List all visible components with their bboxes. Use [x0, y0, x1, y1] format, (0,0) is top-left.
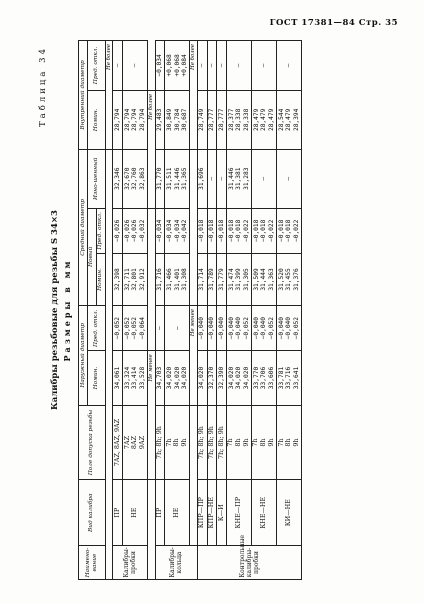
- value-line: −0,052: [292, 317, 300, 340]
- in-nom-cell: [197, 90, 207, 149]
- value-line: +0,068: [173, 54, 181, 77]
- value-line: 32,801: [131, 268, 139, 291]
- worn-cell: [165, 149, 190, 208]
- value-line: 33,716: [285, 366, 293, 390]
- value-line: −0,040: [217, 317, 225, 340]
- value-line: −0,040: [252, 317, 260, 340]
- value-line: −0,018: [235, 219, 243, 242]
- tolerance-field: [207, 405, 217, 480]
- value-line: +0,084: [181, 54, 189, 77]
- header-outer-nominal: Номин.: [87, 351, 105, 405]
- in-dev-cell: [155, 41, 165, 91]
- worn-cell: [197, 149, 207, 208]
- value-line: 28,544: [277, 108, 285, 132]
- table-row: [197, 41, 207, 580]
- value-line: —: [173, 326, 181, 331]
- table-body: [105, 41, 301, 580]
- out-dev-cell: [277, 306, 302, 351]
- mid-nom-cell: [277, 253, 302, 305]
- header-inner-deviation: Пред. откл.: [87, 41, 105, 91]
- value-line: −0,018: [285, 219, 293, 242]
- value-line: 31,770: [156, 167, 164, 190]
- note-not-more: Не более: [148, 90, 155, 208]
- value-line: 30,784: [173, 108, 181, 132]
- value-line: 28,479: [252, 108, 260, 132]
- value-line: 31,779: [217, 268, 225, 291]
- value-line: 33,414: [131, 366, 139, 390]
- value-line: 31,444: [260, 268, 268, 291]
- page-header: ГОСТ 17381—84 Стр. 35: [269, 18, 398, 28]
- group-label: Калибры-кольца: [155, 546, 197, 580]
- value-line: 32,346: [113, 167, 121, 190]
- header-outer-diameter: Наружный диаметр: [79, 306, 88, 406]
- value-line: −0,040: [285, 317, 293, 340]
- table-title: Калибры резьбовые для резьбы S 34×3: [50, 210, 60, 410]
- value-line: 32,370: [208, 366, 216, 390]
- header-middle-diameter: Средний диаметр: [79, 149, 88, 305]
- mid-nom-cell: [207, 253, 217, 305]
- out-dev-cell: [251, 306, 276, 351]
- value-line: 9h: [291, 438, 300, 447]
- value-line: 31,376: [292, 268, 300, 291]
- header-middle-nominal: Номин.: [96, 253, 105, 305]
- value-line: 33,641: [292, 366, 300, 390]
- value-line: 28,479: [267, 108, 275, 132]
- value-line: 8h: [284, 438, 293, 447]
- value-line: −0,052: [267, 317, 275, 340]
- table-row: [217, 41, 227, 580]
- mid-dev-cell: [226, 208, 251, 253]
- value-line: 8h: [259, 438, 268, 447]
- worn-cell: [207, 149, 217, 208]
- tolerance-field: [113, 405, 123, 480]
- value-line: 31,283: [242, 167, 250, 190]
- value-line: −0,052: [242, 317, 250, 340]
- mid-dev-cell: [123, 208, 148, 253]
- in-nom-cell: [277, 90, 302, 149]
- value-line: 33,770: [252, 366, 260, 390]
- value-line: 9h: [180, 438, 189, 447]
- value-line: 31,308: [181, 268, 189, 291]
- tolerance-field: [217, 405, 227, 480]
- out-dev-cell: [217, 306, 227, 351]
- value-line: 34,020: [235, 366, 243, 390]
- value-line: 28,794: [138, 108, 146, 132]
- value-line: 33,528: [138, 366, 146, 390]
- value-line: 34,020: [198, 366, 206, 390]
- note-spacer: [190, 149, 197, 305]
- in-nom-cell: [217, 90, 227, 149]
- value-line: 31,446: [173, 167, 181, 190]
- group-label: Контрольные калибры-пробки: [197, 546, 301, 580]
- value-line: 34,020: [227, 366, 235, 390]
- value-line: 31,365: [181, 167, 189, 190]
- value-line: 31,520: [277, 268, 285, 291]
- value-line: −0,040: [227, 317, 235, 340]
- value-line: 7h; 8h; 9h: [216, 426, 225, 459]
- mid-dev-cell: [207, 208, 217, 253]
- tolerance-field: [251, 405, 276, 480]
- header-name: Наимено-вание: [79, 546, 106, 580]
- in-nom-cell: [226, 90, 251, 149]
- header-outer-deviation: Пред. откл.: [87, 306, 105, 351]
- in-dev-cell: [226, 41, 251, 91]
- value-line: 8h: [172, 438, 181, 447]
- in-dev-cell: [165, 41, 190, 91]
- value-line: 34,061: [113, 366, 121, 390]
- value-line: 31,716: [156, 268, 164, 291]
- value-line: −0,052: [123, 317, 131, 340]
- value-line: −0,040: [235, 317, 243, 340]
- value-line: 31,363: [267, 268, 275, 291]
- table-subtitle: Размеры в мм: [62, 258, 72, 362]
- value-line: −0,022: [267, 219, 275, 242]
- gauge-kind: К—И: [217, 480, 227, 546]
- in-nom-cell: [155, 90, 165, 149]
- gauge-kind: КИ—НЕ: [277, 480, 302, 546]
- value-line: —: [217, 176, 225, 181]
- out-dev-cell: [155, 306, 165, 351]
- value-line: 31,714: [198, 268, 206, 291]
- in-nom-cell: [251, 90, 276, 149]
- value-line: 30,687: [181, 108, 189, 132]
- value-line: 9AZ: [137, 435, 146, 450]
- value-line: 34,703: [156, 366, 164, 390]
- value-line: −0,064: [138, 317, 146, 340]
- value-line: −0,018: [252, 219, 260, 242]
- value-line: 28,338: [242, 108, 250, 132]
- mid-nom-cell: [155, 253, 165, 305]
- header-middle-deviation: Пред. откл.: [96, 208, 105, 253]
- gauge-kind: КПР—ПР: [197, 480, 207, 546]
- in-dev-cell: [207, 41, 217, 91]
- out-nom-cell: [251, 351, 276, 405]
- table-row: [165, 41, 190, 580]
- value-line: −0,018: [227, 219, 235, 242]
- value-line: 28,479: [285, 108, 293, 132]
- mid-dev-cell: [197, 208, 207, 253]
- in-dev-cell: [251, 41, 276, 91]
- value-line: 28,479: [260, 108, 268, 132]
- value-line: 31,401: [173, 268, 181, 291]
- value-line: —: [260, 63, 268, 68]
- table-row: [113, 41, 123, 580]
- value-line: 29,483: [156, 108, 164, 132]
- value-line: 33,606: [267, 366, 275, 390]
- in-dev-cell: [123, 41, 148, 91]
- in-dev-cell: [113, 41, 123, 91]
- gauge-kind: КНЕ—ПР: [226, 480, 251, 546]
- gauge-kind: НЕ: [165, 480, 190, 546]
- value-line: 28,377: [227, 108, 235, 132]
- out-dev-cell: [226, 306, 251, 351]
- value-line: 7h: [226, 438, 235, 447]
- value-line: 28,749: [198, 108, 206, 132]
- value-line: −0,018: [260, 219, 268, 242]
- value-line: 31,455: [285, 268, 293, 291]
- value-line: —: [131, 63, 139, 68]
- value-line: —: [208, 63, 216, 68]
- value-line: 28,794: [123, 108, 131, 132]
- mid-dev-cell: [165, 208, 190, 253]
- value-line: 7h: [251, 438, 260, 447]
- tolerance-field: [123, 405, 148, 480]
- note-row: [148, 41, 155, 580]
- tolerance-field: [155, 405, 165, 480]
- out-dev-cell: [165, 306, 190, 351]
- value-line: 7AZ: [122, 435, 131, 450]
- value-line: −0,042: [181, 219, 189, 242]
- value-line: —: [198, 63, 206, 68]
- value-line: −0,052: [113, 317, 121, 340]
- out-nom-cell: [277, 351, 302, 405]
- value-line: −0,022: [292, 219, 300, 242]
- header-tolerance: Поле допуска резьбы: [79, 405, 106, 480]
- value-line: —: [285, 176, 293, 181]
- value-line: —: [260, 176, 268, 181]
- value-line: —: [217, 63, 225, 68]
- value-line: —: [208, 176, 216, 181]
- value-line: 28,794: [113, 108, 121, 132]
- value-line: 7h: [164, 438, 173, 447]
- value-line: —: [156, 326, 164, 331]
- value-line: −0,052: [131, 317, 139, 340]
- tolerance-field: [197, 405, 207, 480]
- out-nom-cell: [197, 351, 207, 405]
- value-line: −0,018: [208, 219, 216, 242]
- header-kind: Вид калибра: [79, 480, 106, 546]
- table-number: Таблица 34: [38, 46, 48, 127]
- gauge-kind: КПР—НЕ: [207, 480, 217, 546]
- value-line: −0,032: [138, 219, 146, 242]
- value-line: −0,018: [217, 219, 225, 242]
- value-line: 31,511: [166, 167, 174, 190]
- tolerance-field: [277, 405, 302, 480]
- table-row: [251, 41, 276, 580]
- out-nom-cell: [113, 351, 123, 405]
- value-line: 32,863: [138, 167, 146, 190]
- value-line: −0,026: [113, 219, 121, 242]
- value-line: 33,324: [123, 366, 131, 390]
- value-line: −0,040: [277, 317, 285, 340]
- out-nom-cell: [123, 351, 148, 405]
- mid-dev-cell: [277, 208, 302, 253]
- in-nom-cell: [165, 90, 190, 149]
- out-nom-cell: [226, 351, 251, 405]
- value-line: 31,446: [227, 167, 235, 190]
- value-line: −0,034: [173, 219, 181, 242]
- value-line: 32,670: [123, 167, 131, 190]
- value-line: 28,777: [217, 108, 225, 132]
- worn-cell: [155, 149, 165, 208]
- mid-nom-cell: [226, 253, 251, 305]
- mid-nom-cell: [217, 253, 227, 305]
- worn-cell: [251, 149, 276, 208]
- table-row: [123, 41, 148, 580]
- in-dev-cell: [197, 41, 207, 91]
- mid-nom-cell: [113, 253, 123, 305]
- header-worn: Изно-шенный: [87, 149, 105, 208]
- out-nom-cell: [207, 351, 217, 405]
- worn-cell: [113, 149, 123, 208]
- value-line: 32,711: [123, 268, 131, 291]
- value-line: 31,789: [208, 268, 216, 291]
- gauge-kind: НЕ: [123, 480, 148, 546]
- gauge-kind: ПР: [113, 480, 123, 546]
- value-line: 9h: [241, 438, 250, 447]
- value-line: 28,794: [131, 108, 139, 132]
- note-spacer: [190, 405, 197, 545]
- value-line: 28,338: [235, 108, 243, 132]
- value-line: 28,777: [208, 108, 216, 132]
- note-not-more: Не более: [105, 41, 112, 150]
- gauge-kind: КНЕ—НЕ: [251, 480, 276, 546]
- value-line: 7h; 8h; 9h: [207, 426, 215, 459]
- tolerance-field: [165, 405, 190, 480]
- value-line: 31,474: [227, 268, 235, 291]
- worn-cell: [217, 149, 227, 208]
- table-row: [155, 41, 165, 580]
- value-line: 34,020: [181, 366, 189, 390]
- in-dev-cell: [277, 41, 302, 91]
- worn-cell: [277, 149, 302, 208]
- value-line: —: [285, 63, 293, 68]
- out-dev-cell: [123, 306, 148, 351]
- in-dev-cell: [217, 41, 227, 91]
- out-dev-cell: [113, 306, 123, 351]
- note-row: [190, 41, 197, 580]
- mid-nom-cell: [197, 253, 207, 305]
- value-line: −0,034: [156, 219, 164, 242]
- out-nom-cell: [165, 351, 190, 405]
- mid-dev-cell: [113, 208, 123, 253]
- value-line: 32,912: [138, 268, 146, 291]
- value-line: 7h; 8h; 9h: [155, 426, 164, 459]
- value-line: 7h; 8h; 9h: [197, 426, 206, 459]
- in-nom-cell: [113, 90, 123, 149]
- value-line: 7h: [276, 438, 285, 447]
- value-line: 31,509: [252, 268, 260, 291]
- in-nom-cell: [207, 90, 217, 149]
- value-line: 9h: [266, 438, 275, 447]
- value-line: −0,040: [208, 317, 216, 340]
- value-line: −0,026: [123, 219, 131, 242]
- note-not-more: Не более: [190, 41, 197, 150]
- value-line: 34,020: [166, 366, 174, 390]
- value-line: −0,018: [277, 219, 285, 242]
- mid-dev-cell: [155, 208, 165, 253]
- gauge-kind: ПР: [155, 480, 165, 546]
- note-spacer: [148, 208, 155, 351]
- value-line: 31,696: [198, 167, 206, 190]
- note-row: [105, 41, 112, 580]
- value-line: −0,018: [198, 219, 206, 242]
- value-line: 31,305: [242, 268, 250, 291]
- value-line: −0,040: [198, 317, 206, 340]
- value-line: 32,398: [113, 268, 121, 291]
- value-line: +0,068: [166, 54, 174, 77]
- value-line: −0,022: [242, 219, 250, 242]
- value-line: 7AZ, 8AZ, 9AZ: [112, 418, 121, 467]
- table-row: [226, 41, 251, 580]
- value-line: −0,034: [156, 54, 164, 77]
- out-nom-cell: [155, 351, 165, 405]
- note-spacer: [148, 480, 155, 580]
- value-line: 32,760: [131, 167, 139, 190]
- out-dev-cell: [207, 306, 217, 351]
- value-line: 28,394: [292, 108, 300, 132]
- mid-dev-cell: [251, 208, 276, 253]
- value-line: −0,026: [131, 219, 139, 242]
- value-line: 31,381: [235, 167, 243, 190]
- value-line: 8AZ: [130, 435, 139, 450]
- mid-nom-cell: [123, 253, 148, 305]
- out-nom-cell: [217, 351, 227, 405]
- value-line: 34,020: [173, 366, 181, 390]
- note-spacer: [105, 149, 112, 579]
- gauge-table: [78, 40, 302, 580]
- note-not-less: Не менее: [190, 306, 197, 406]
- mid-dev-cell: [217, 208, 227, 253]
- value-line: −0,040: [260, 317, 268, 340]
- value-line: 31,466: [166, 268, 174, 291]
- worn-cell: [226, 149, 251, 208]
- value-line: 30,849: [166, 108, 174, 132]
- note-not-less: Не менее: [148, 351, 155, 480]
- tolerance-field: [226, 405, 251, 480]
- in-nom-cell: [123, 90, 148, 149]
- value-line: 31,399: [235, 268, 243, 291]
- value-line: 8h: [234, 438, 243, 447]
- value-line: 33,706: [260, 366, 268, 390]
- value-line: 34,020: [242, 366, 250, 390]
- header-inner-diameter: Внутренний диаметр: [79, 41, 88, 150]
- group-label: Калибры-пробки: [113, 546, 148, 580]
- header-inner-nominal: Номин.: [87, 90, 105, 149]
- value-line: 33,781: [277, 366, 285, 390]
- table-row: [207, 41, 217, 580]
- mid-nom-cell: [251, 253, 276, 305]
- value-line: 32,390: [217, 366, 225, 390]
- worn-cell: [123, 149, 148, 208]
- table-row: [277, 41, 302, 580]
- mid-nom-cell: [165, 253, 190, 305]
- rotated-table-block: [38, 40, 408, 580]
- header-new: Новый: [87, 208, 96, 305]
- value-line: —: [113, 63, 121, 68]
- out-dev-cell: [197, 306, 207, 351]
- value-line: —: [235, 63, 243, 68]
- value-line: −0,034: [166, 219, 174, 242]
